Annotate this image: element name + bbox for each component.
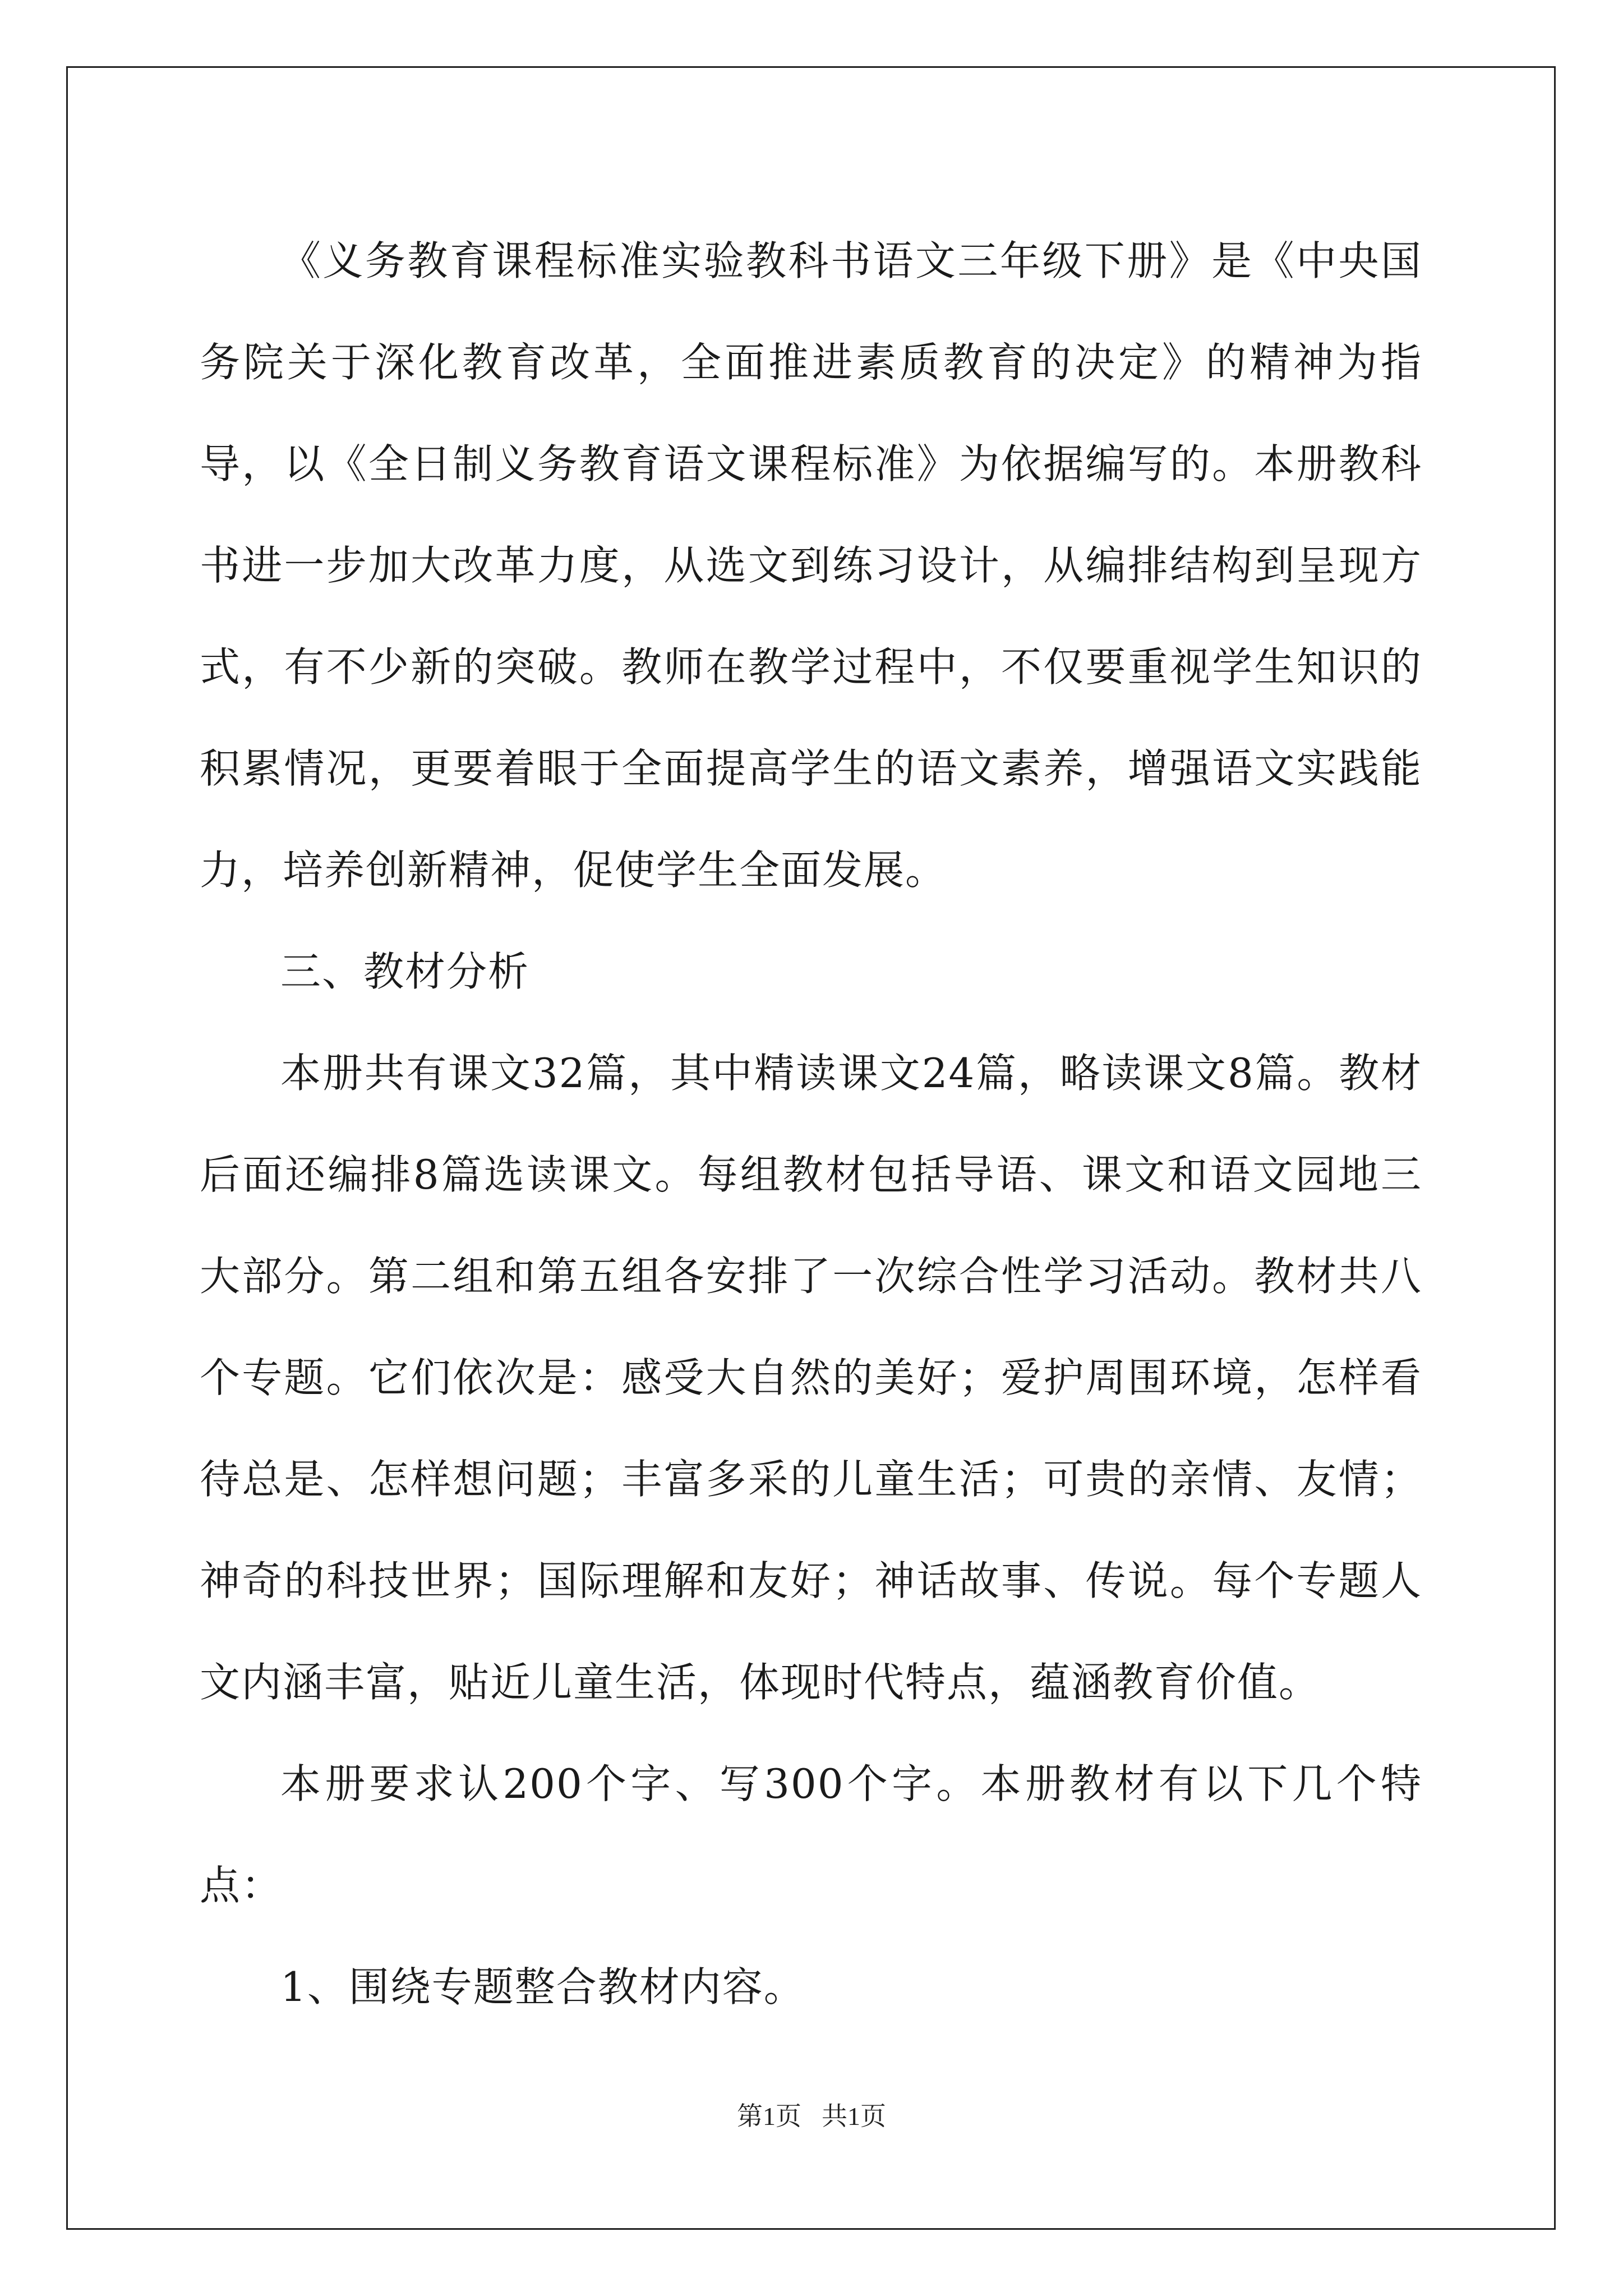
- paragraph-analysis: 本册共有课文32篇，其中精读课文24篇，略读课文8篇。教材后面还编排8篇选读课文。每组教材包括导语、课文和语文园地三大部分。第二组和第五组各安排了一次综合性学习活动。教材共八个专题。它们依次是：感受大自然的美好；爱护周围环境，怎样看待总是、怎样想问题；丰富多采的儿童生活；可贵的亲情、友情；神奇的科技世界；国际理解和友好；神话故事、传说。每个专题人文内涵丰富，贴近儿童生活，体现时代特点，蕴涵教育价值。: [200, 1050, 1422, 1706]
- section-heading: 三、教材分析: [280, 948, 530, 995]
- page-footer: [0, 2096, 1623, 2133]
- page-number: 第1页: [737, 2102, 801, 2131]
- document-body: [200, 210, 1422, 2038]
- paragraph-intro: 《义务教育课程标准实验教科书语文三年级下册》是《中央国务院关于深化教育改革，全面推进素质教育的决定》的精神为指导，以《全日制义务教育语文课程标准》为依据编写的。本册教科书进一步加大改革力度，从选文到练习设计，从编排结构到呈现方式，有不少新的突破。教师在教学过程中，不仅要重视学生知识的积累情况，更要着眼于全面提高学生的语文素养，增强语文实践能力，培养创新精神，促使学生全面发展。: [200, 237, 1422, 894]
- paragraph-requirements: 本册要求认200个字、写300个字。本册教材有以下几个特点：: [200, 1760, 1422, 1909]
- page-total: 共1页: [822, 2102, 886, 2131]
- paragraph-feature-1: 1、围绕专题整合教材内容。: [280, 1963, 805, 2010]
